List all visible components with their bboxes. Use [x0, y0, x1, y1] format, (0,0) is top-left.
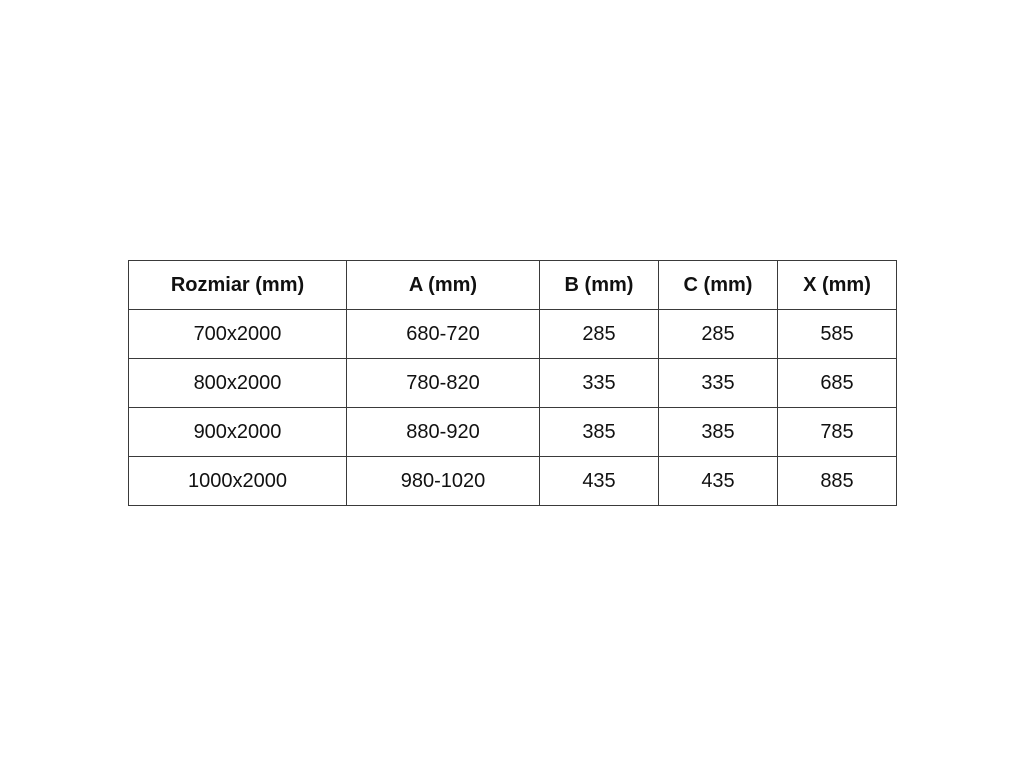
- table-cell: 285: [659, 310, 778, 359]
- dimensions-table: [128, 260, 897, 506]
- table-header-row: [129, 261, 897, 310]
- header-cell-x: X (mm): [778, 261, 897, 310]
- header-cell-b: B (mm): [540, 261, 659, 310]
- table-cell: 285: [540, 310, 659, 359]
- table-cell: 885: [778, 457, 897, 506]
- table-cell: 880-920: [347, 408, 540, 457]
- table-cell: 680-720: [347, 310, 540, 359]
- table-cell: 1000x2000: [129, 457, 347, 506]
- table-cell: 585: [778, 310, 897, 359]
- header-cell-size: Rozmiar (mm): [129, 261, 347, 310]
- table-row: [129, 310, 897, 359]
- table-cell: 385: [659, 408, 778, 457]
- table-cell: 335: [540, 359, 659, 408]
- table-cell: 435: [659, 457, 778, 506]
- table-cell: 785: [778, 408, 897, 457]
- table-cell: 435: [540, 457, 659, 506]
- table-row: [129, 408, 897, 457]
- table-cell: 900x2000: [129, 408, 347, 457]
- table-row: [129, 359, 897, 408]
- table-cell: 685: [778, 359, 897, 408]
- table-row: [129, 457, 897, 506]
- table-cell: 700x2000: [129, 310, 347, 359]
- table-cell: 385: [540, 408, 659, 457]
- table-cell: 780-820: [347, 359, 540, 408]
- table-cell: 335: [659, 359, 778, 408]
- header-cell-a: A (mm): [347, 261, 540, 310]
- header-cell-c: C (mm): [659, 261, 778, 310]
- table-cell: 980-1020: [347, 457, 540, 506]
- table-cell: 800x2000: [129, 359, 347, 408]
